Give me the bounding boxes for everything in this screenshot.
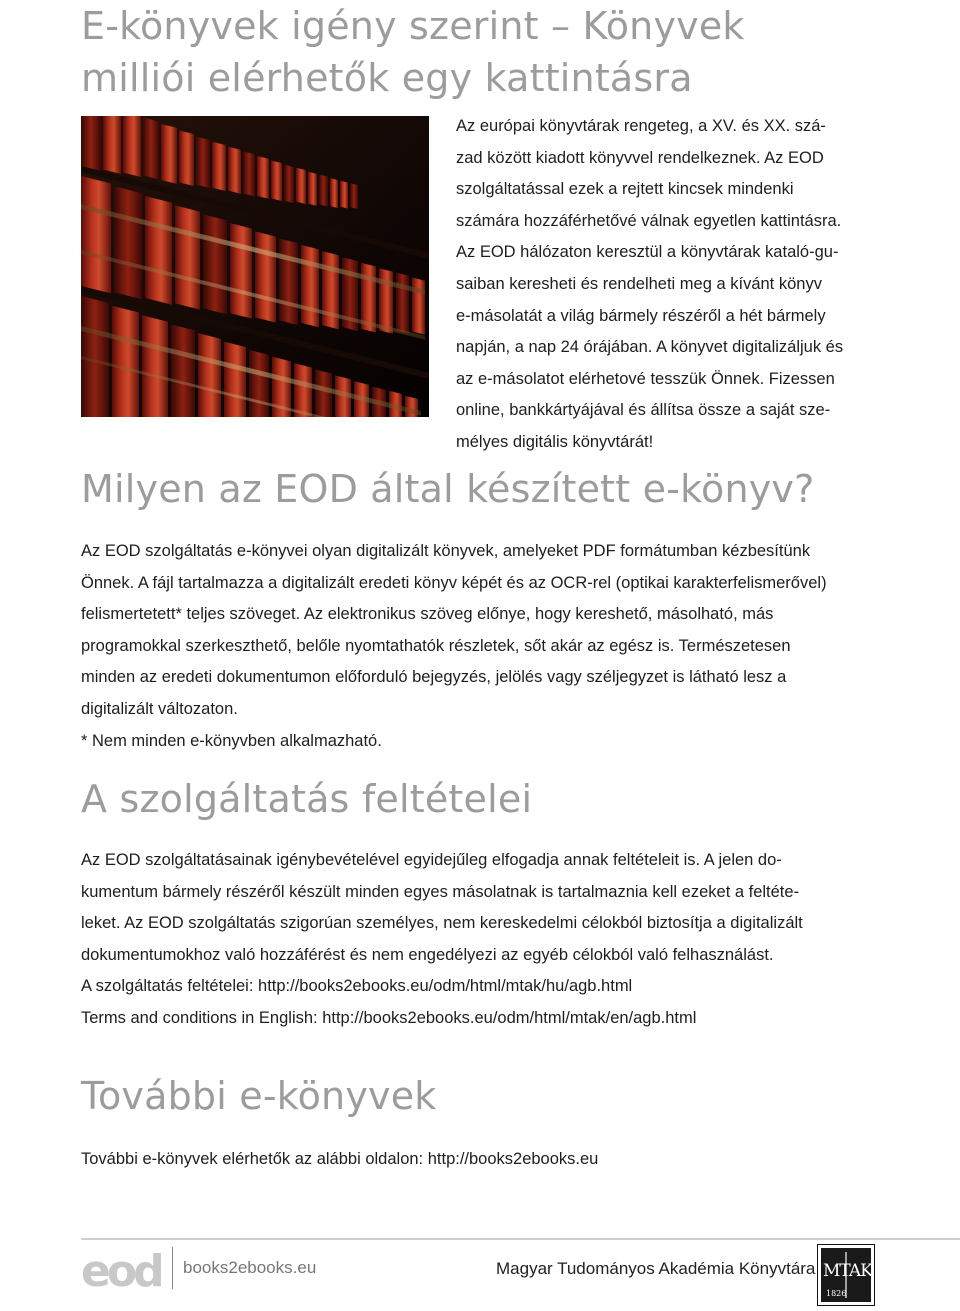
intro-line: számára hozzáférhetővé válnak egyetlen kattintásra. [456,211,842,230]
ebook-line: digitalizált változaton. [81,699,238,718]
mtak-letters: MTAK [823,1261,872,1281]
intro-line: saiban keresheti és rendelheti meg a kívánt könyv [456,274,822,293]
bookshelf-photo [81,116,429,417]
section-heading-more: További e-könyvek [81,1074,437,1118]
intro-line: napján, a nap 24 órájában. A könyvet digitalizáljuk és [456,338,844,357]
terms-line: Az EOD szolgáltatásainak igénybevételével egyidejűleg elfogadja annak feltételeit is. A jelen do- [81,851,782,869]
logo-separator [172,1247,173,1289]
intro-line: e-másolatát a világ bármely részéről a hét bármely [456,306,826,325]
title-line-2: milliói elérhetők egy kattintásra [81,56,693,100]
mtak-logo [817,1244,875,1306]
library-name: Magyar Tudományos Akadémia Könyvtára [496,1259,816,1278]
terms-link-hu[interactable]: A szolgáltatás feltételei: http://books2ebooks.eu/odm/html/mtak/hu/agb.html [81,977,633,996]
intro-line: mélyes digitális könyvtárát! [456,432,654,451]
section-heading-ebook: Milyen az EOD által készített e-könyv? [81,467,815,511]
eod-logo-mark: eod [81,1246,161,1290]
more-paragraph [81,1144,879,1176]
books2ebooks-text[interactable]: books2ebooks.eu [183,1258,317,1277]
intro-line: Az EOD hálózaton keresztül a könyvtárak kataló-gu- [456,243,839,262]
intro-line: zad között kiadott könyvvel rendelkeznek. Az EOD [456,148,824,167]
more-link[interactable]: További e-könyvek elérhetők az alábbi oldalon: http://books2ebooks.eu [81,1150,599,1168]
terms-line: kumentum bármely részéről készült minden egyes másolatnak is tartalmaznia kell ezeket a feltéte- [81,882,800,901]
terms-line: dokumentumokhoz való hozzáférést és nem engedélyezi az egyéb célokból való felhasználást. [81,945,774,964]
ebook-paragraph [81,536,879,757]
ebook-footnote: * Nem minden e-könyvben alkalmazható. [81,731,382,750]
terms-link-en[interactable]: Terms and conditions in English: http://books2ebooks.eu/odm/html/mtak/en/agb.html [81,1008,697,1027]
ebook-line: Önnek. A fájl tartalmazza a digitalizált eredeti könyv képét és az OCR-rel (optikai karakterfelismerővel) [81,573,827,592]
intro-line: az e-másolatot elérhetové tesszük Önnek. Fizessen [456,369,835,388]
terms-line: leket. Az EOD szolgáltatás szigorúan személyes, nem kereskedelmi célokból biztosítja a digitalizált [81,914,803,933]
title-line-1: E-könyvek igény szerint – Könyvek [81,4,745,48]
ebook-line: felismertetett* teljes szöveget. Az elektronikus szöveg előnye, hogy kereshető, másolható, más [81,605,774,624]
ebook-line: programokkal szerkeszthető, belőle nyomtathatók részletek, sőt akár az egész is. Természetesen [81,636,791,655]
intro-line: online, bankkártyájával és állítsa össze a saját sze- [456,401,831,420]
eod-logo[interactable] [81,1246,167,1295]
intro-line: szolgáltatással ezek a rejtett kincsek mindenki [456,180,794,199]
terms-paragraph [81,845,879,1035]
ebook-line: Az EOD szolgáltatás e-könyvei olyan digitalizált könyvek, amelyeket PDF formátumban kézbesítünk [81,542,811,560]
footer-divider [81,1238,960,1240]
intro-paragraph [456,111,879,459]
section-heading-terms: A szolgáltatás feltételei [81,777,533,821]
intro-line: Az európai könyvtárak rengeteg, a XV. és XX. szá- [456,117,826,135]
page-title [81,0,745,104]
mtak-year: 1826 [826,1289,847,1298]
ebook-line: minden az eredeti dokumentumon előforduló bejegyzés, jelölés vagy széljegyzet is látható lesz a [81,668,787,687]
